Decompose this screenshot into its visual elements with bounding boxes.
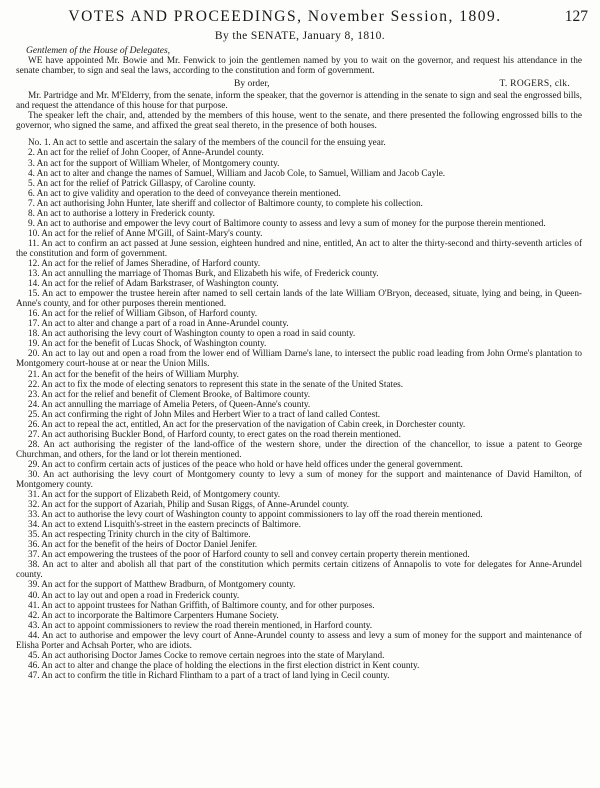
bill-item: 15. An act to empower the trustee herein after named to sell certain lands of the late William O'Bryon, deceased, situate, lying and being, in Queen-Anne's county, and for other purposes therein mentioned.: [16, 288, 582, 309]
bill-item: 34. An act to extend Lisquith's-street in the eastern precincts of Baltimore.: [28, 519, 301, 530]
bill-item: 16. An act for the relief of William Gibson, of Harford county.: [28, 308, 257, 319]
bill-item: 38. An act to alter and abolish all that part of the constitution which permits certain citizens of Annapolis to vote for delegates for Anne-Arundel county.: [16, 559, 582, 580]
bill-item: 10. An act for the relief of Anne M'Gill, of Saint-Mary's county.: [28, 227, 263, 238]
clerk-signature: T. ROGERS, clk.: [499, 78, 570, 89]
bill-item: 47. An act to confirm the title in Richard Flintham to a part of a tract of land lying in Cecil county.: [28, 669, 390, 680]
report-paragraph: Mr. Partridge and Mr. M'Elderry, from the senate, inform the speaker, that the governor is attending in the senate to sign and seal the engrossed bills, and request the attendance of this house for that purpose.: [16, 90, 582, 111]
bill-item: 29. An act to confirm certain acts of justices of the peace who hold or have held offices under the general government.: [28, 458, 463, 469]
bill-item: 33. An act to authorise the levy court of Washington county to appoint commissioners to lay off the road therein mentioned.: [28, 509, 483, 520]
bill-item: 11. An act to confirm an act passed at June session, eighteen hundred and nine, entitled, An act to alter the thirty-second and thirty-seventh articles of the constitution and form of government.: [16, 237, 582, 258]
bill-item: 27. An act authorising Buckler Bond, of Harford county, to erect gates on the road therein mentioned.: [28, 428, 401, 439]
bill-item: 13. An act annulling the marriage of Thomas Burk, and Elizabeth his wife, of Frederick county.: [28, 268, 379, 279]
bill-item: 35. An act respecting Trinity church in the city of Baltimore.: [28, 529, 251, 540]
bill-item: 39. An act for the support of Matthew Bradburn, of Montgomery county.: [28, 579, 296, 590]
bill-item: 25. An act confirming the right of John Miles and Herbert Wier to a tract of land called Contest.: [28, 408, 381, 419]
signature-line: [16, 79, 582, 91]
bill-item: 20. An act to lay out and open a road from the lower end of William Darne's lane, to intersect the public road leading from John Orme's plantation to Montgomery court-house at or near the Union Mills.: [16, 348, 582, 369]
bill-item: 22. An act to fix the mode of electing senators to represent this state in the senate of the United States.: [28, 378, 404, 389]
bill-item: 17. An act to alter and change a part of a road in Anne-Arundel county.: [28, 318, 289, 329]
bill-item: 30. An act authorising the levy court of Montgomery county to levy a sum of money for the support and maintenance of David Hamilton, of Montgomery county.: [16, 468, 582, 490]
by-order-text: By order,: [234, 78, 270, 89]
bill-item: 14. An act for the relief of Adam Barkstraser, of Washington county.: [28, 278, 279, 289]
bill-item: 4. An act to alter and change the names of Samuel, William and Jacob Cole, to Samuel, William and Jacob Cayle.: [28, 167, 446, 178]
document-body: [16, 46, 582, 680]
bill-item: 42. An act to incorporate the Baltimore Carpenters Humane Society.: [28, 609, 279, 620]
running-title: VOTES AND PROCEEDINGS, November Session, 1809.: [68, 8, 502, 25]
bill-item: 26. An act to repeal the act, entitled, An act for the preservation of the navigation of Cabin creek, in Dorchester county.: [28, 418, 466, 429]
bill-item: 3. An act for the support of William Wheler, of Montgomery county.: [28, 157, 280, 168]
bill-item: 5. An act for the relief of Patrick Gillaspy, of Caroline county.: [28, 177, 256, 188]
bill-item: 41. An act to appoint trustees for Nathan Griffith, of Baltimore county, and for other purposes.: [28, 599, 375, 610]
page-number: 127: [564, 8, 588, 25]
appointment-paragraph: WE have appointed Mr. Bowie and Mr. Fenwick to join the gentlemen named by you to wait on the governor, and request his attendance in the senate chamber, to sign and seal the laws, according to the constitution and form of government.: [16, 56, 582, 77]
bill-item: 40. An act to lay out and open a road in Frederick county.: [28, 589, 240, 600]
bill-item: No. 1. An act to settle and ascertain the salary of the members of the council for the ensuing year.: [28, 137, 386, 148]
bill-item: 28. An act authorising the register of the land-office of the western shore, under the direction of the chancellor, to issue a patent to George Churchman, and others, for the land or lot therein mentioned.: [16, 438, 582, 459]
bill-item: 18. An act authorising the levy court of Washington county to open a road in said county.: [28, 328, 356, 339]
bill-item: 19. An act for the benefit of Lucas Shock, of Washington county.: [28, 338, 267, 349]
bill-item: 7. An act authorising John Hunter, late sheriff and collector of Baltimore county, to complete his collection.: [28, 197, 423, 208]
bill-item: 6. An act to give validity and operation to the deed of conveyance therein mentioned.: [28, 187, 341, 198]
session-heading: By the SENATE, January 8, 1810.: [214, 30, 386, 42]
bill-item: 46. An act to alter and change the place of holding the elections in the first election district in Kent county.: [28, 659, 420, 670]
bill-item: 12. An act for the relief of James Sheradine, of Harford county.: [28, 257, 261, 268]
bill-item: 23. An act for the relief and benefit of Clement Brooke, of Baltimore county.: [28, 388, 311, 399]
bill-item: 24. An act annulling the marriage of Amelia Peters, of Queen-Anne's county.: [28, 398, 311, 409]
bill-item: 21. An act for the benefit of the heirs of William Murphy.: [28, 368, 239, 379]
bill-item: 31. An act for the support of Elizabeth Reid, of Montgomery county.: [28, 489, 281, 500]
presentation-paragraph: The speaker left the chair, and, attended by the members of this house, went to the senate, and there presented the following engrossed bills to the governor, who signed the same, and affixed the great seal thereto, in the presence of both houses.: [16, 111, 582, 132]
bill-list: [16, 137, 582, 680]
bill-item: 37. An act empowering the trustees of the poor of Harford county to sell and convey certain property therein mentioned.: [28, 549, 470, 560]
bill-item: 45. An act authorising Doctor James Cocke to remove certain negroes into the state of Maryland.: [28, 649, 385, 660]
bill-item: 8. An act to authorise a lottery in Frederick county.: [28, 207, 215, 218]
bill-item: 44. An act to authorise and empower the levy court of Anne-Arundel county to assess and levy a sum of money for the support and maintenance of Elisha Porter and Achsah Porter, who are idiots.: [16, 629, 582, 650]
bill-item: 9. An act to authorise and empower the levy court of Baltimore county to assess and levy a sum of money for the purpose therein mentioned.: [28, 217, 546, 228]
addressee-line: Gentlemen of the House of Delegates,: [26, 46, 171, 56]
page-header: [0, 8, 600, 30]
bill-item: 43. An act to appoint commissioners to review the road therein mentioned, in Harford county.: [28, 619, 373, 630]
bill-item: 32. An act for the support of Azariah, Philip and Susan Riggs, of Anne-Arundel county.: [28, 499, 349, 510]
bill-item: 36. An act for the benefit of the heirs of Doctor Daniel Jenifer.: [28, 539, 258, 550]
bill-item: 2. An act for the relief of John Cooper, of Anne-Arundel county.: [28, 147, 264, 158]
